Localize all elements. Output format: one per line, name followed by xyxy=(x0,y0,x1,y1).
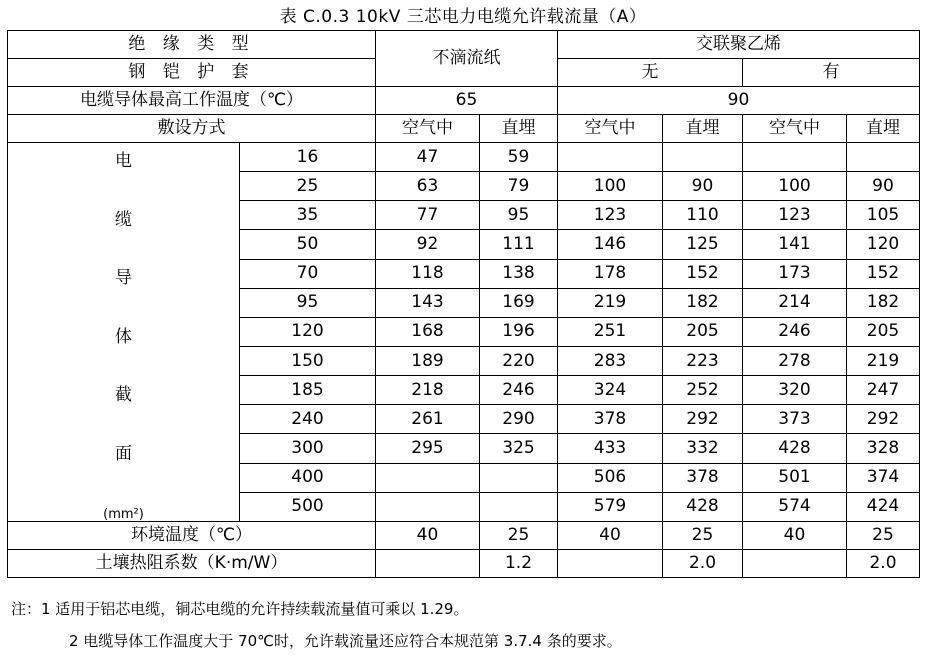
soil-cell xyxy=(743,550,847,578)
ambient-cell: 25 xyxy=(847,522,920,550)
cross-section-size: 25 xyxy=(240,172,376,201)
ampacity-cell: 178 xyxy=(558,259,663,288)
ampacity-cell: 120 xyxy=(847,230,920,259)
ambient-cell: 25 xyxy=(480,522,558,550)
ampacity-cell: 152 xyxy=(663,259,743,288)
ampacity-cell: 218 xyxy=(376,376,480,405)
ampacity-cell: 261 xyxy=(376,405,480,434)
cross-section-unit: (mm²) xyxy=(103,507,144,522)
insulation-type-label: 绝 缘 类 型 xyxy=(8,31,376,59)
ampacity-cell: 501 xyxy=(743,463,847,492)
table-title: 表 C.0.3 10kV 三芯电力电缆允许载流量（A） xyxy=(279,7,647,27)
ampacity-cell: 205 xyxy=(663,317,743,346)
ampacity-cell: 292 xyxy=(663,405,743,434)
ampacity-cell: 325 xyxy=(480,434,558,463)
ampacity-cell: 125 xyxy=(663,230,743,259)
ampacity-cell: 123 xyxy=(743,201,847,230)
ampacity-cell: 118 xyxy=(376,259,480,288)
paper-max-temp: 65 xyxy=(376,87,558,115)
xlpe-max-temp: 90 xyxy=(558,87,920,115)
cross-section-size: 50 xyxy=(240,230,376,259)
ampacity-cell: 123 xyxy=(558,201,663,230)
ampacity-cell: 579 xyxy=(558,492,663,521)
ampacity-cell: 506 xyxy=(558,463,663,492)
ampacity-cell: 290 xyxy=(480,405,558,434)
ampacity-cell: 374 xyxy=(847,463,920,492)
ampacity-cell: 143 xyxy=(376,288,480,317)
ampacity-cell: 77 xyxy=(376,201,480,230)
cross-section-label-char: 体 xyxy=(115,326,132,347)
ampacity-table xyxy=(7,30,920,578)
steel-armor-label: 钢 铠 护 套 xyxy=(8,59,376,87)
ampacity-cell: 173 xyxy=(743,259,847,288)
ampacity-cell: 182 xyxy=(847,288,920,317)
ampacity-cell: 378 xyxy=(663,463,743,492)
ampacity-cell: 283 xyxy=(558,346,663,375)
ambient-cell: 40 xyxy=(743,522,847,550)
ampacity-cell: 328 xyxy=(847,434,920,463)
ampacity-cell: 278 xyxy=(743,346,847,375)
ampacity-cell: 247 xyxy=(847,376,920,405)
cross-section-label-char: 导 xyxy=(115,268,132,288)
ampacity-cell xyxy=(480,463,558,492)
ampacity-cell: 219 xyxy=(847,346,920,375)
cross-section-label-char: 缆 xyxy=(115,209,132,230)
ambient-temperature-row xyxy=(8,522,920,550)
laying-col-header: 直埋 xyxy=(480,115,558,143)
ampacity-cell xyxy=(558,143,663,172)
ampacity-cell: 79 xyxy=(480,172,558,201)
ampacity-cell xyxy=(376,463,480,492)
soil-cell: 1.2 xyxy=(480,550,558,578)
ambient-cell: 40 xyxy=(558,522,663,550)
ampacity-cell: 189 xyxy=(376,346,480,375)
ampacity-cell: 169 xyxy=(480,288,558,317)
ampacity-cell: 111 xyxy=(480,230,558,259)
ambient-cell: 25 xyxy=(663,522,743,550)
ampacity-cell: 223 xyxy=(663,346,743,375)
ampacity-cell: 47 xyxy=(376,143,480,172)
ampacity-cell: 168 xyxy=(376,317,480,346)
ampacity-cell: 95 xyxy=(480,201,558,230)
ampacity-cell: 574 xyxy=(743,492,847,521)
ampacity-cell: 295 xyxy=(376,434,480,463)
ampacity-cell: 205 xyxy=(847,317,920,346)
ampacity-cell xyxy=(480,492,558,521)
xlpe-insulation-header: 交联聚乙烯 xyxy=(558,31,920,59)
header-row-insulation xyxy=(8,31,920,59)
ampacity-cell: 141 xyxy=(743,230,847,259)
laying-col-header: 空气中 xyxy=(558,115,663,143)
ampacity-cell: 428 xyxy=(663,492,743,521)
cross-section-label-char: 截 xyxy=(115,385,132,405)
ampacity-cell: 428 xyxy=(743,434,847,463)
ampacity-cell: 378 xyxy=(558,405,663,434)
ampacity-cell: 146 xyxy=(558,230,663,259)
ambient-cell: 40 xyxy=(376,522,480,550)
laying-col-header: 直埋 xyxy=(847,115,920,143)
laying-method-label: 敷设方式 xyxy=(8,115,376,143)
ambient-temp-label: 环境温度（℃） xyxy=(8,522,376,550)
cross-section-size: 240 xyxy=(240,405,376,434)
ampacity-cell xyxy=(663,143,743,172)
cross-section-size: 150 xyxy=(240,346,376,375)
soil-resistivity-row xyxy=(8,550,920,578)
paper-insulation-header: 不滴流纸 xyxy=(376,31,558,87)
ampacity-cell xyxy=(847,143,920,172)
ampacity-cell: 332 xyxy=(663,434,743,463)
note-2: 2 电缆导体工作温度大于 70℃时，允许载流量还应符合本规范第 3.7.4 条的要求。 xyxy=(69,632,622,650)
ampacity-cell: 424 xyxy=(847,492,920,521)
soil-cell xyxy=(376,550,480,578)
xlpe-with-armor: 有 xyxy=(743,59,920,87)
header-row-laying xyxy=(8,115,920,143)
soil-cell: 2.0 xyxy=(847,550,920,578)
ampacity-cell: 292 xyxy=(847,405,920,434)
ampacity-cell: 63 xyxy=(376,172,480,201)
cross-section-size: 35 xyxy=(240,201,376,230)
laying-col-header: 空气中 xyxy=(376,115,480,143)
cross-section-size: 400 xyxy=(240,463,376,492)
ampacity-cell: 138 xyxy=(480,259,558,288)
ampacity-cell xyxy=(743,143,847,172)
cross-section-size: 120 xyxy=(240,317,376,346)
ampacity-cell: 90 xyxy=(847,172,920,201)
soil-resistivity-label: 土壤热阻系数（K·m/W） xyxy=(8,550,376,578)
ampacity-cell: 219 xyxy=(558,288,663,317)
ampacity-cell: 433 xyxy=(558,434,663,463)
ampacity-cell: 252 xyxy=(663,376,743,405)
ampacity-cell xyxy=(376,492,480,521)
cross-section-size: 185 xyxy=(240,376,376,405)
ampacity-cell: 100 xyxy=(743,172,847,201)
soil-cell xyxy=(558,550,663,578)
table-row xyxy=(8,143,920,172)
cross-section-size: 95 xyxy=(240,288,376,317)
ampacity-cell: 59 xyxy=(480,143,558,172)
ampacity-cell: 246 xyxy=(743,317,847,346)
ampacity-cell: 152 xyxy=(847,259,920,288)
ampacity-cell: 251 xyxy=(558,317,663,346)
ampacity-cell: 196 xyxy=(480,317,558,346)
xlpe-without-armor: 无 xyxy=(558,59,743,87)
ampacity-cell: 214 xyxy=(743,288,847,317)
ampacity-cell: 100 xyxy=(558,172,663,201)
ampacity-cell: 182 xyxy=(663,288,743,317)
cross-section-size: 300 xyxy=(240,434,376,463)
header-row-temperature xyxy=(8,87,920,115)
ampacity-cell: 90 xyxy=(663,172,743,201)
cross-section-size: 500 xyxy=(240,492,376,521)
cross-section-label xyxy=(8,143,240,522)
cross-section-label-char: 电 xyxy=(115,151,132,171)
laying-col-header: 空气中 xyxy=(743,115,847,143)
laying-col-header: 直埋 xyxy=(663,115,743,143)
ampacity-cell: 105 xyxy=(847,201,920,230)
ampacity-cell: 320 xyxy=(743,376,847,405)
ampacity-cell: 110 xyxy=(663,201,743,230)
note-1: 注：1 适用于铝芯电缆，铜芯电缆的允许持续载流量值可乘以 1.29。 xyxy=(11,600,469,618)
ampacity-cell: 220 xyxy=(480,346,558,375)
soil-cell: 2.0 xyxy=(663,550,743,578)
cross-section-size: 70 xyxy=(240,259,376,288)
ampacity-cell: 324 xyxy=(558,376,663,405)
max-temp-label: 电缆导体最高工作温度（℃） xyxy=(8,87,376,115)
cross-section-size: 16 xyxy=(240,143,376,172)
ampacity-cell: 373 xyxy=(743,405,847,434)
cross-section-label-char: 面 xyxy=(115,443,132,464)
ampacity-cell: 92 xyxy=(376,230,480,259)
ampacity-cell: 246 xyxy=(480,376,558,405)
